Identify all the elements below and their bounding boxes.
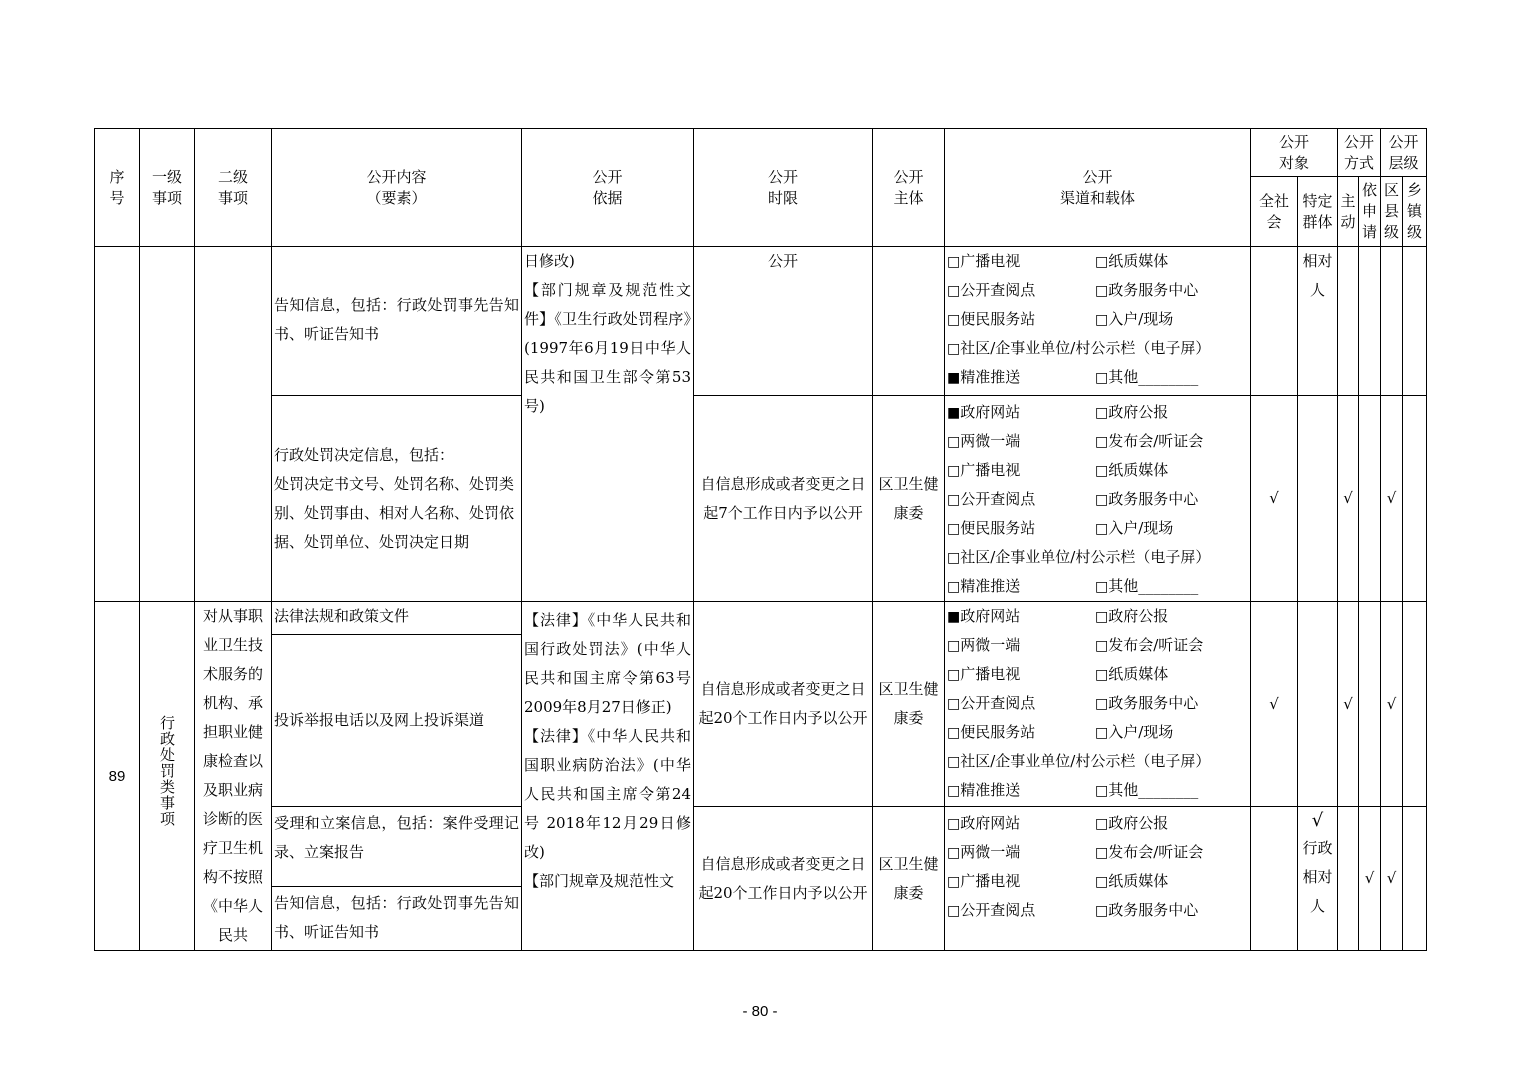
checkbox-icon: □ — [947, 754, 961, 770]
checkbox-icon: □ — [1095, 845, 1109, 861]
method-active-cell — [1338, 807, 1359, 951]
checkbox-icon: □ — [947, 492, 961, 508]
check-mark: √ — [1381, 807, 1403, 951]
checkbox-icon: □ — [1095, 312, 1109, 328]
header-content: 公开内容 （要素） — [272, 129, 522, 247]
checkbox-icon: □ — [947, 312, 961, 328]
content-cell: 行政处罚决定信息，包括： 处罚决定书文号、处罚名称、处罚类别、处罚事由、相对人名称、处罚依据、处罚单位、处罚决定日期 — [272, 396, 522, 602]
checkbox-icon: □ — [1095, 903, 1109, 919]
channel-other: 其他________ — [1108, 577, 1199, 595]
table-row — [95, 396, 1427, 602]
channel-public-read: 公开查阅点 — [960, 490, 1036, 508]
checkbox-icon: □ — [947, 341, 961, 357]
channel-gov-site: 政府网站 — [960, 814, 1021, 832]
channel-community: 社区/企事业单位/村公示栏（电子屏） — [960, 339, 1211, 357]
channel-public-read: 公开查阅点 — [960, 694, 1036, 712]
channel-community: 社区/企事业单位/村公示栏（电子屏） — [960, 752, 1211, 770]
check-mark: √ — [1381, 602, 1403, 807]
channel-broadcast: 广播电视 — [960, 252, 1021, 270]
channel-press: 发布会/听证会 — [1108, 843, 1204, 861]
target-group-cell — [1298, 396, 1338, 602]
check-mark: √ — [1381, 396, 1403, 602]
channel-gov-gazette: 政府公报 — [1108, 607, 1169, 625]
target-group-cell — [1298, 807, 1338, 951]
checkbox-icon: □ — [1095, 609, 1109, 625]
channel-cell — [945, 247, 1251, 396]
checkbox-icon: □ — [1095, 254, 1109, 270]
subject-cell: 区卫生健康委 — [873, 602, 945, 807]
header-method-apply: 依 申 请 — [1359, 177, 1381, 247]
target-all-cell — [1251, 247, 1298, 396]
checkbox-icon: □ — [1095, 405, 1109, 421]
channel-paper: 纸质媒体 — [1108, 252, 1169, 270]
checkbox-icon: □ — [947, 874, 961, 890]
channel-public-read: 公开查阅点 — [960, 901, 1036, 919]
checkbox-icon: □ — [1095, 521, 1109, 537]
checkbox-icon: □ — [947, 550, 961, 566]
channel-broadcast: 广播电视 — [960, 872, 1021, 890]
header-target: 公开 对象 — [1251, 129, 1338, 177]
channel-community: 社区/企事业单位/村公示栏（电子屏） — [960, 548, 1211, 566]
header-timelimit: 公开 时限 — [694, 129, 873, 247]
channel-cell — [945, 602, 1251, 807]
level-district-cell — [1381, 247, 1403, 396]
channel-cell — [945, 807, 1251, 951]
check-mark: √ — [1359, 807, 1381, 951]
channel-gov-site: 政府网站 — [960, 607, 1021, 625]
method-apply-cell — [1359, 396, 1381, 602]
header-level1: 一级 事项 — [140, 129, 195, 247]
checkbox-icon: □ — [1095, 463, 1109, 479]
content-cell: 投诉举报电话以及网上投诉渠道 — [272, 635, 522, 807]
check-mark: √ — [1338, 396, 1359, 602]
checkbox-icon: □ — [947, 521, 961, 537]
channel-precise: 精准推送 — [960, 781, 1021, 799]
checkbox-icon: □ — [947, 463, 961, 479]
channel-convenience: 便民服务站 — [960, 723, 1036, 741]
timelimit-cell: 自信息形成或者变更之日起20个工作日内予以公开 — [694, 602, 873, 807]
checkbox-icon: □ — [947, 638, 961, 654]
check-mark: √ — [1251, 396, 1298, 602]
channel-convenience: 便民服务站 — [960, 310, 1036, 328]
subject-cell: 区卫生健康委 — [873, 396, 945, 602]
channel-gov-service: 政务服务中心 — [1108, 901, 1199, 919]
check-mark: √ — [1251, 602, 1298, 807]
content-cell: 受理和立案信息，包括：案件受理记录、立案报告 — [272, 807, 522, 887]
channel-broadcast: 广播电视 — [960, 665, 1021, 683]
check-mark: √ — [1311, 810, 1324, 831]
channel-precise: 精准推送 — [960, 577, 1021, 595]
table-row — [95, 247, 1427, 396]
timelimit-cell: 自信息形成或者变更之日起7个工作日内予以公开 — [694, 396, 873, 602]
channel-cell — [945, 396, 1251, 602]
channel-gov-gazette: 政府公报 — [1108, 403, 1169, 421]
header-basis: 公开 依据 — [522, 129, 694, 247]
channel-gov-service: 政务服务中心 — [1108, 694, 1199, 712]
timelimit-cell: 公开 — [694, 247, 873, 396]
basis-cell: 【法律】《中华人民共和国行政处罚法》(中华人民共和国主席令第63号 2009年8月27日修正) 【法律】《中华人民共和国职业病防治法》(中华人民共和国主席令第24号 2018年12月29日修改) 【部门规章及规范性文 — [522, 602, 694, 951]
checkbox-icon: □ — [1095, 638, 1109, 654]
checkbox-icon: □ — [947, 283, 961, 299]
channel-convenience: 便民服务站 — [960, 519, 1036, 537]
checkbox-icon: □ — [1095, 816, 1109, 832]
checkbox-icon: □ — [1095, 492, 1109, 508]
subject-cell — [873, 247, 945, 396]
channel-gov-service: 政务服务中心 — [1108, 490, 1199, 508]
checkbox-icon: □ — [947, 254, 961, 270]
checkbox-icon: □ — [947, 667, 961, 683]
header-target-group: 特定 群体 — [1298, 177, 1338, 247]
channel-other: 其他________ — [1108, 781, 1199, 799]
checkbox-icon: □ — [947, 725, 961, 741]
checkbox-filled-icon: ■ — [947, 609, 961, 625]
basis-cell: 日修改) 【部门规章及规范性文件】《卫生行政处罚程序》(1997年6月19日中华人民共和国卫生部令第53号) — [522, 247, 694, 602]
channel-precise: 精准推送 — [960, 368, 1021, 386]
subject-cell: 区卫生健康委 — [873, 807, 945, 951]
channel-paper: 纸质媒体 — [1108, 872, 1169, 890]
level1-cell — [140, 247, 195, 602]
checkbox-icon: □ — [947, 816, 961, 832]
channel-paper: 纸质媒体 — [1108, 665, 1169, 683]
checkbox-icon: □ — [1095, 579, 1109, 595]
checkbox-filled-icon: ■ — [947, 370, 961, 386]
timelimit-cell: 自信息形成或者变更之日起20个工作日内予以公开 — [694, 807, 873, 951]
level2-text: 对从事职业卫生技术服务的机构、承担职业健康检查以及职业病诊断的医疗卫生机构不按照《中华人民共 — [195, 602, 272, 951]
channel-gov-service: 政务服务中心 — [1108, 281, 1199, 299]
channel-household: 入户/现场 — [1108, 310, 1174, 328]
method-apply-cell — [1359, 247, 1381, 396]
header-row-1 — [95, 129, 1427, 177]
header-level2: 二级 事项 — [195, 129, 272, 247]
header-channel: 公开 渠道和载体 — [945, 129, 1251, 247]
header-method: 公开 方式 — [1338, 129, 1381, 177]
channel-household: 入户/现场 — [1108, 723, 1174, 741]
page-number: - 80 - — [742, 1003, 778, 1020]
seq-cell — [95, 247, 140, 602]
header-level-district: 区 县 级 — [1381, 177, 1403, 247]
checkbox-icon: □ — [1095, 725, 1109, 741]
method-active-cell — [1338, 247, 1359, 396]
header-subject: 公开 主体 — [873, 129, 945, 247]
level-town-cell — [1403, 396, 1427, 602]
header-seq: 序 号 — [95, 129, 140, 247]
table-row — [95, 807, 1427, 887]
level1-cell — [140, 602, 195, 951]
header-level-town: 乡 镇 级 — [1403, 177, 1427, 247]
header-level: 公开 层级 — [1381, 129, 1427, 177]
channel-gov-site: 政府网站 — [960, 403, 1021, 421]
disclosure-table — [94, 128, 1427, 951]
checkbox-icon: □ — [947, 845, 961, 861]
channel-public-read: 公开查阅点 — [960, 281, 1036, 299]
checkbox-icon: □ — [1095, 434, 1109, 450]
content-cell: 告知信息，包括：行政处罚事先告知书、听证告知书 — [272, 247, 522, 396]
channel-gov-gazette: 政府公报 — [1108, 814, 1169, 832]
checkbox-icon: □ — [1095, 283, 1109, 299]
level-town-cell — [1403, 247, 1427, 396]
channel-press: 发布会/听证会 — [1108, 432, 1204, 450]
target-group-cell: 相对 人 — [1298, 247, 1338, 396]
target-group-label: 行政 相对 人 — [1302, 839, 1333, 915]
level2-cell — [195, 247, 272, 602]
method-apply-cell — [1359, 602, 1381, 807]
checkbox-filled-icon: ■ — [947, 405, 961, 421]
checkbox-icon: □ — [947, 434, 961, 450]
checkbox-icon: □ — [947, 696, 961, 712]
channel-two-wei: 两微一端 — [960, 636, 1021, 654]
channel-two-wei: 两微一端 — [960, 843, 1021, 861]
header-method-active: 主 动 — [1338, 177, 1359, 247]
checkbox-icon: □ — [1095, 874, 1109, 890]
checkbox-icon: □ — [1095, 667, 1109, 683]
target-all-cell — [1251, 807, 1298, 951]
table-row — [95, 602, 1427, 635]
level-town-cell — [1403, 807, 1427, 951]
checkbox-icon: □ — [947, 903, 961, 919]
seq-number: 89 — [95, 602, 140, 951]
checkbox-icon: □ — [1095, 696, 1109, 712]
channel-two-wei: 两微一端 — [960, 432, 1021, 450]
content-cell: 法律法规和政策文件 — [272, 602, 522, 635]
checkbox-icon: □ — [947, 783, 961, 799]
checkbox-icon: □ — [1095, 783, 1109, 799]
channel-paper: 纸质媒体 — [1108, 461, 1169, 479]
target-group-cell — [1298, 602, 1338, 807]
channel-broadcast: 广播电视 — [960, 461, 1021, 479]
channel-press: 发布会/听证会 — [1108, 636, 1204, 654]
checkbox-icon: □ — [1095, 370, 1109, 386]
content-cell: 告知信息，包括：行政处罚事先告知书、听证告知书 — [272, 887, 522, 951]
channel-household: 入户/现场 — [1108, 519, 1174, 537]
check-mark: √ — [1338, 602, 1359, 807]
level-town-cell — [1403, 602, 1427, 807]
level1-label: 行政处罚类事项 — [158, 715, 176, 827]
channel-other: 其他________ — [1108, 368, 1199, 386]
header-target-all: 全社 会 — [1251, 177, 1298, 247]
checkbox-icon: □ — [947, 579, 961, 595]
